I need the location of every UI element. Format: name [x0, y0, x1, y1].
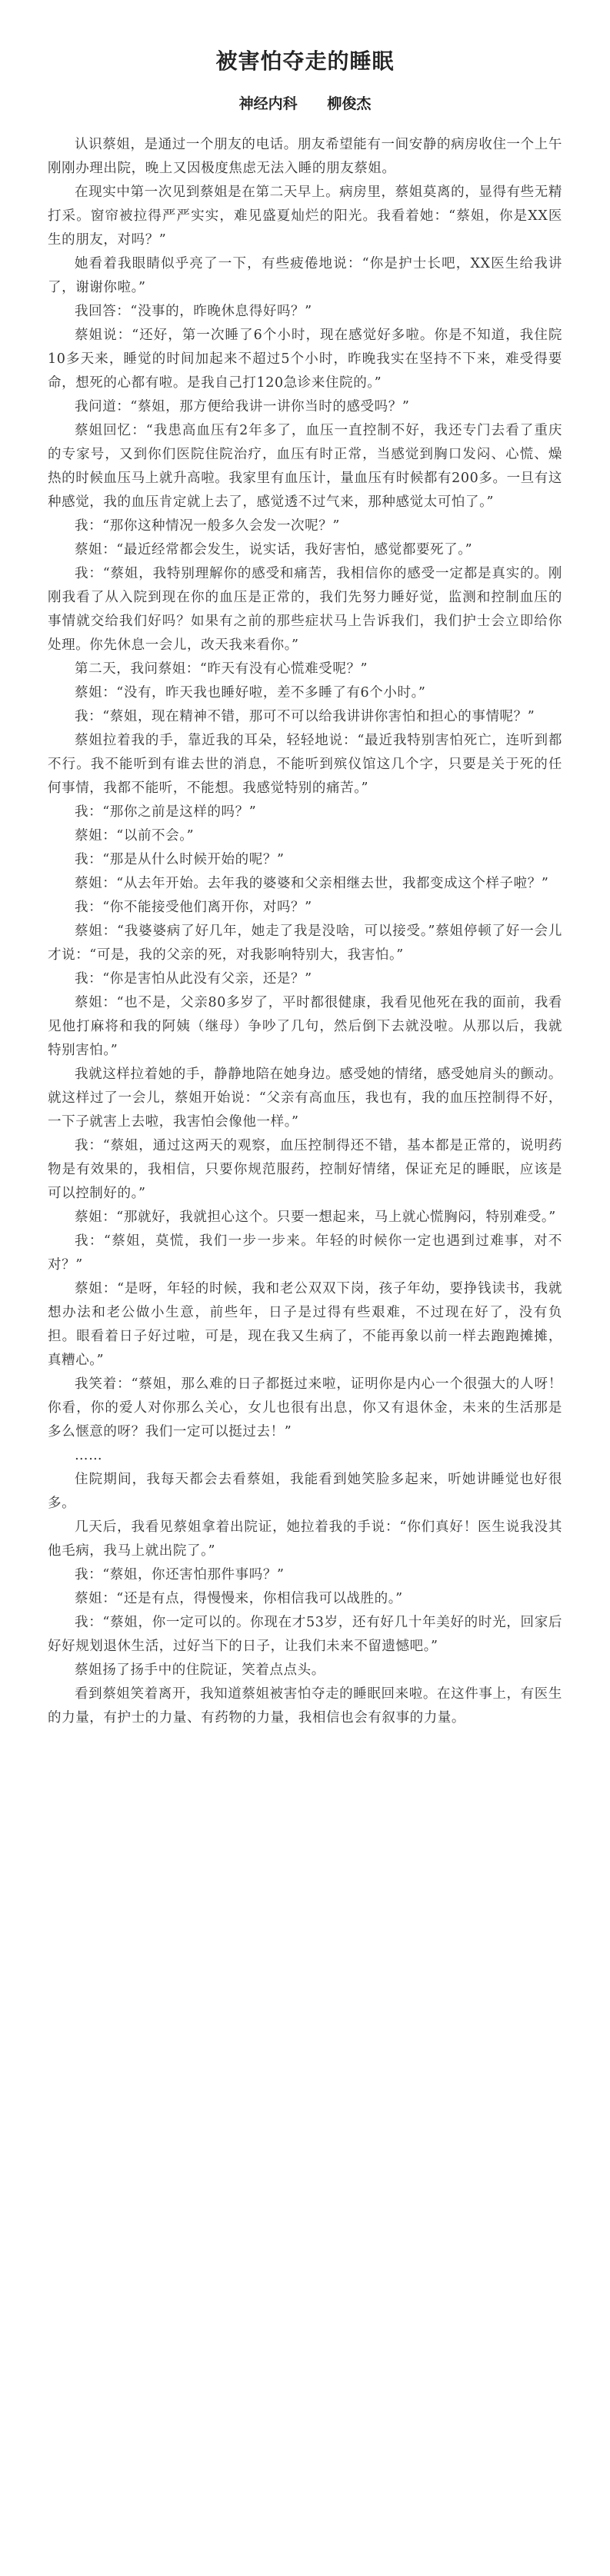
article-paragraph: 我：“你不能接受他们离开你，对吗？”: [75, 900, 312, 915]
article-paragraph: 我回答：“没事的，昨晚休息得好吗？”: [75, 304, 312, 319]
article-paragraph: 蔡姐扬了扬手中的住院证，笑着点点头。: [75, 1662, 325, 1678]
author-name: 柳俊杰: [327, 95, 372, 112]
article-title: 被害怕夺走的睡眠: [215, 48, 395, 74]
article-paragraph: 我：“蔡姐，你还害怕那件事吗？”: [75, 1567, 285, 1583]
article-paragraph: 我笑着：“蔡姐，那么难的日子都挺过来啦，证明你是内心一个很强大的人呀！你看，你的爱人对你那么关心，女儿也很有出息，你又有退休金，未来的生活那是多么惬意的呀？我们一定可以挺过去！”: [48, 1376, 562, 1439]
article-paragraph: 我：“那是从什么时候开始的呢？”: [75, 852, 285, 867]
article-paragraph: 认识蔡姐，是通过一个朋友的电话。朋友希望能有一间安静的病房收住一个上午刚刚办理出院，晚上又因极度焦虑无法入睡的朋友蔡姐。: [48, 137, 562, 176]
article-paragraph: 蔡姐：“是呀，年轻的时候，我和老公双双下岗，孩子年幼，要挣钱读书，我就想办法和老公做小生意，前些年，日子是过得有些艰难，不过现在好了，没有负担。眼看着日子好过啦，可是，现在我又生病了，不能再象以前一样去跑跑摊摊，真糟心。”: [48, 1281, 562, 1368]
article-paragraph: 看到蔡姐笑着离开，我知道蔡姐被害怕夺走的睡眠回来啦。在这件事上，有医生的力量，有护士的力量、有药物的力量，我相信也会有叙事的力量。: [48, 1686, 562, 1726]
byline: [48, 92, 562, 113]
article-paragraph: 我：“那你这种情况一般多久会发一次呢？”: [75, 518, 340, 534]
article-paragraph: 蔡姐：“还是有点，得慢慢来，你相信我可以战胜的。”: [75, 1591, 403, 1606]
article-paragraph: 我：“你是害怕从此没有父亲，还是？”: [75, 971, 312, 987]
article-paragraph: 我：“那你之前是这样的吗？”: [75, 804, 257, 820]
article-paragraph: ……: [75, 1448, 103, 1463]
article-paragraph: 我：“蔡姐，你一定可以的。你现在才53岁，还有好几十年美好的时光，回家后好好规划退休生活，过好当下的日子，让我们未来不留遗憾吧。”: [48, 1615, 562, 1654]
department-name: 神经内科: [238, 95, 298, 112]
article-paragraph: 蔡姐：“从去年开始。去年我的婆婆和父亲相继去世，我都变成这个样子啦？”: [75, 876, 549, 891]
article-paragraph: 蔡姐回忆：“我患高血压有2年多了，血压一直控制不好，我还专门去看了重庆的专家号，又到你们医院住院治疗，血压有时正常，当感觉到胸口发闷、心慌、燥热的时候血压马上就升高啦。我家里有血压计，量血压有时候都有200多。一旦有这种感觉，我的血压肯定就上去了，感觉透不过气来，那种感觉太可怕了。”: [48, 423, 562, 510]
article-paragraph: 我就这样拉着她的手，静静地陪在她身边。感受她的情绪，感受她肩头的颤动。就这样过了一会儿，蔡姐开始说：“父亲有高血压，我也有，我的血压控制得不好，一下子就害上去啦，我害怕会像他一样。”: [48, 1067, 562, 1130]
article-paragraph: 蔡姐：“也不是，父亲80多岁了，平时都很健康，我看见他死在我的面前，我看见他打麻将和我的阿姨（继母）争吵了几句，然后倒下去就没啦。从那以后，我就特别害怕。”: [48, 995, 562, 1058]
article-paragraph: 住院期间，我每天都会去看蔡姐，我能看到她笑脸多起来，听她讲睡觉也好很多。: [48, 1472, 562, 1511]
article-paragraph: 蔡姐：“没有，昨天我也睡好啦，差不多睡了有6个小时。”: [75, 685, 426, 701]
article-paragraph: 我：“蔡姐，现在精神不错，那可不可以给我讲讲你害怕和担心的事情呢？”: [75, 709, 535, 724]
article-paragraph: 我：“蔡姐，我特别理解你的感受和痛苦，我相信你的感受一定都是真实的。刚刚我看了从入院到现在你的血压是正常的，我们先努力睡好觉，监测和控制血压的事情就交给我们好吗？如果有之前的那些症状马上告诉我们，我们护士会立即给你处理。你先休息一会儿，改天我来看你。”: [48, 566, 562, 653]
article-paragraph: 我问道：“蔡姐，那方便给我讲一讲你当时的感受吗？”: [75, 399, 410, 414]
article-paragraph: 在现实中第一次见到蔡姐是在第二天早上。病房里，蔡姐莫离的，显得有些无精打采。窗帘被拉得严严实实，难见盛夏灿烂的阳光。我看着她：“蔡姐，你是XX医生的朋友，对吗？”: [48, 185, 562, 248]
article-paragraph: 蔡姐拉着我的手，靠近我的耳朵，轻轻地说：“最近我特别害怕死亡，连听到都不行。我不能听到有谁去世的消息，不能听到殡仪馆这几个字，只要是关于死的任何事情，我都不能听，不能想。我感觉特别的痛苦。”: [48, 733, 562, 796]
article-paragraph: 她看着我眼睛似乎亮了一下，有些疲倦地说：“你是护士长吧，XX医生给我讲了，谢谢你啦。”: [48, 256, 562, 295]
article-paragraph: 蔡姐：“最近经常都会发生，说实话，我好害怕，感觉都要死了。”: [75, 542, 473, 557]
article-paragraph: 蔡姐：“我婆婆病了好几年，她走了我是没啥，可以接受。”蔡姐停顿了好一会儿才说：“可是，我的父亲的死，对我影响特别大，我害怕。”: [48, 924, 562, 963]
article-body: [48, 133, 562, 1730]
article-paragraph: 蔡姐：“以前不会。”: [75, 828, 195, 844]
article-paragraph: 我：“蔡姐，通过这两天的观察，血压控制得还不错，基本都是正常的，说明药物是有效果的，我相信，只要你规范服药，控制好情绪，保证充足的睡眠，应该是可以控制好的。”: [48, 1138, 562, 1201]
article-paragraph: 蔡姐：“那就好，我就担心这个。只要一想起来，马上就心慌胸闷，特别难受。”: [75, 1210, 556, 1225]
article-paragraph: 蔡姐说：“还好，第一次睡了6个小时，现在感觉好多啦。你是不知道，我住院10多天来，睡觉的时间加起来不超过5个小时，昨晚我实在坚持不下来，难受得要命，想死的心都有啦。是我自己打120急诊来住院的。”: [48, 328, 562, 391]
article-paragraph: 几天后，我看见蔡姐拿着出院证，她拉着我的手说：“你们真好！医生说我没其他毛病，我马上就出院了。”: [48, 1519, 562, 1559]
article-paragraph: 第二天，我问蔡姐：“昨天有没有心慌难受呢？”: [75, 661, 368, 677]
article-paragraph: 我：“蔡姐，莫慌，我们一步一步来。年轻的时候你一定也遇到过难事，对不对？”: [48, 1233, 562, 1273]
